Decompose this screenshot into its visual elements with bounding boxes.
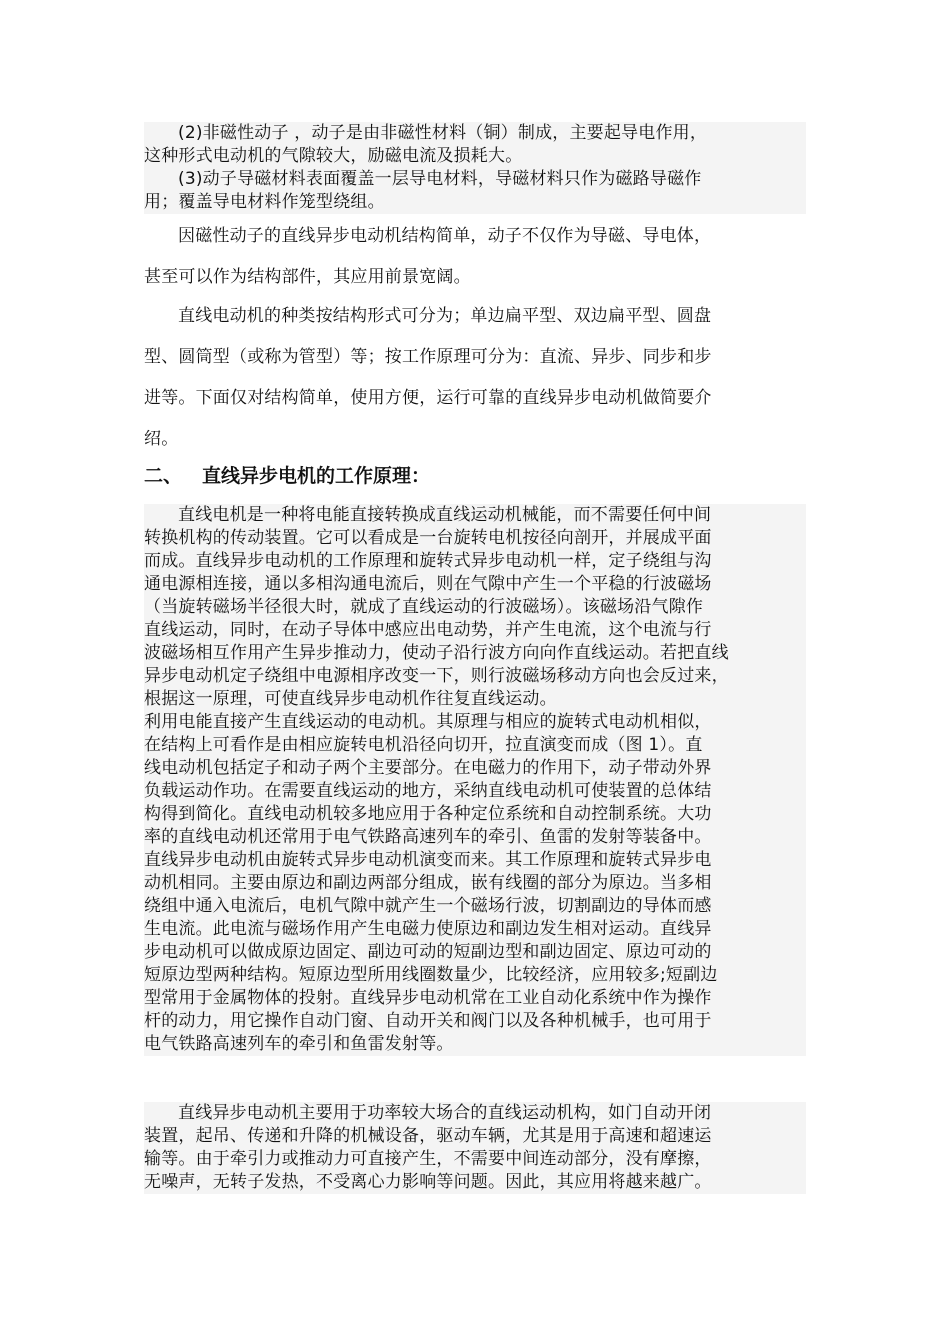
heading-title: 直线异步电机的工作原理： (202, 465, 431, 487)
paragraph-applications (144, 1102, 806, 1194)
text-line: 负载运动作功。在需要直线运动的地方，采纳直线电动机可使装置的总体结 (144, 781, 712, 801)
text-line: 杆的动力，用它操作自动门窗、自动开关和阀门以及各种机械手，也可用于 (144, 1011, 712, 1031)
paragraph-nonmagnetic-mover (144, 122, 806, 214)
text-line: 型、圆筒型（或称为管型）等；按工作原理可分为：直流、异步、同步和步 (144, 347, 712, 367)
text-line: 根据这一原理，可使直线异步电动机作往复直线运动。 (144, 689, 557, 709)
text-line: 率的直线电动机还常用于电气铁路高速列车的牵引、鱼雷的发射等装备中。 (144, 827, 712, 847)
text-line: 直线异步电动机主要用于功率较大场合的直线运动机构，如门自动开闭 (178, 1103, 712, 1123)
text-line: 构得到简化。直线电动机较多地应用于各种定位系统和自动控制系统。大功 (144, 804, 712, 824)
text-line: 异步电动机定子绕组中电源相序改变一下，则行波磁场移动方向也会反过来， (144, 666, 729, 686)
text-line: 甚至可以作为结构部件，其应用前景宽阔。 (144, 267, 471, 287)
text-line: 电气铁路高速列车的牵引和鱼雷发射等。 (144, 1034, 454, 1054)
text-line: 动机相同。主要由原边和副边两部分组成，嵌有线圈的部分为原边。当多相 (144, 873, 712, 893)
text-line: 无噪声，无转子发热，不受离心力影响等问题。因此，其应用将越来越广。 (144, 1172, 712, 1192)
text-line: 用；覆盖导电材料作笼型绕组。 (144, 192, 385, 212)
paragraph-magnetic-mover (144, 216, 806, 298)
text-line: 绕组中通入电流后，电机气隙中就产生一个磁场行波，切割副边的导体而感 (144, 896, 712, 916)
text-line: 线电动机包括定子和动子两个主要部分。在电磁力的作用下，动子带动外界 (144, 758, 712, 778)
text-line: 短原边型两种结构。短原边型所用线圈数量少，比较经济，应用较多;短副边 (144, 965, 718, 985)
text-line: 而成。直线异步电动机的工作原理和旋转式异步电动机一样，定子绕组与沟 (144, 551, 712, 571)
text-line: 因磁性动子的直线异步电动机结构简单，动子不仅作为导磁、导电体， (178, 226, 712, 246)
text-line: 通电源相连接，通以多相沟通电流后，则在气隙中产生一个平稳的行波磁场 (144, 574, 712, 594)
text-line: 进等。下面仅对结构简单，使用方便，运行可靠的直线异步电动机做简要介 (144, 388, 712, 408)
section-heading (144, 461, 430, 488)
text-line: 装置，起吊、传递和升降的机械设备，驱动车辆，尤其是用于高速和超速运 (144, 1126, 712, 1146)
text-line: 型常用于金属物体的投射。直线异步电动机常在工业自动化系统中作为操作 (144, 988, 712, 1008)
text-line: 步电动机可以做成原边固定、副边可动的短副边型和副边固定、原边可动的 (144, 942, 712, 962)
text-line: 直线电动机的种类按结构形式可分为；单边扁平型、双边扁平型、圆盘 (178, 306, 712, 326)
paragraph-working-principle (144, 504, 806, 1056)
text-line: (3)动子导磁材料表面覆盖一层导电材料，导磁材料只作为磁路导磁作 (178, 169, 702, 189)
text-line: 直线电机是一种将电能直接转换成直线运动机械能，而不需要任何中间 (178, 505, 712, 525)
text-line: 这种形式电动机的气隙较大，励磁电流及损耗大。 (144, 146, 523, 166)
text-line: 波磁场相互作用产生异步推动力，使动子沿行波方向向作直线运动。若把直线 (144, 643, 729, 663)
paragraph-motor-types (144, 296, 806, 460)
text-line: 输等。由于牵引力或推动力可直接产生，不需要中间连动部分，没有摩擦， (144, 1149, 712, 1169)
heading-number: 二、 (144, 465, 183, 487)
text-line: (2)非磁性动子 ，动子是由非磁性材料（铜）制成，主要起导电作用， (178, 123, 708, 143)
text-line: 在结构上可看作是由相应旋转电机沿径向切开，拉直演变而成（图 1）。直 (144, 735, 703, 755)
text-line: 利用电能直接产生直线运动的电动机。其原理与相应的旋转式电动机相似， (144, 712, 712, 732)
text-line: 绍。 (144, 429, 179, 449)
text-line: 转换机构的传动装置。它可以看成是一台旋转电机按径向剖开，并展成平面 (144, 528, 712, 548)
text-line: 生电流。此电流与磁场作用产生电磁力使原边和副边发生相对运动。直线异 (144, 919, 712, 939)
text-line: 直线运动，同时，在动子导体中感应出电动势，并产生电流，这个电流与行 (144, 620, 712, 640)
text-line: 直线异步电动机由旋转式异步电动机演变而来。其工作原理和旋转式异步电 (144, 850, 712, 870)
text-line: （当旋转磁场半径很大时，就成了直线运动的行波磁场）。该磁场沿气隙作 (144, 597, 704, 617)
